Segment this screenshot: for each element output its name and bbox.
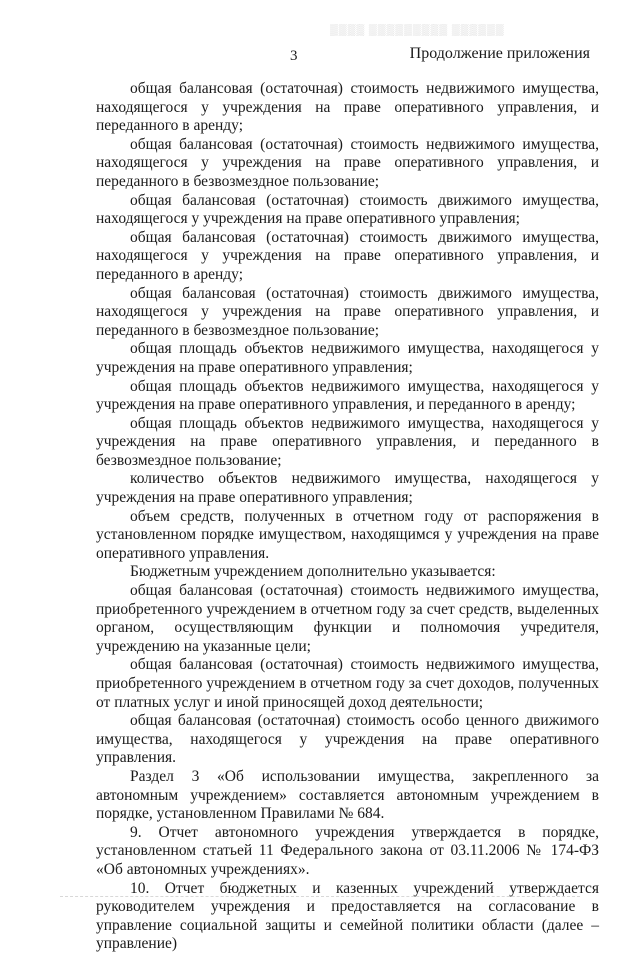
page-number: 3 <box>290 48 298 64</box>
paragraph: общая балансовая (остаточная) стоимость движимого имущества, находящегося у учреждения на праве оперативного управления; <box>96 191 599 228</box>
paragraph: Бюджетным учреждением дополнительно указывается: <box>130 563 496 581</box>
paragraph: общая балансовая (остаточная) стоимость недвижимого имущества, приобретенного учреждением в отчетном году за счет доходов, полученных от платных услуг и иной приносящей доход деятельности; <box>96 656 599 711</box>
paragraph: общая площадь объектов недвижимого имущества, находящегося у учреждения на праве оперативного управления, и переданного в безвозмездное пользование; <box>96 414 599 469</box>
faded-stamp: ▒▒▒▒ ▒▒▒▒▒▒▒▒▒ ▒▒▒▒▒▒ <box>330 24 505 36</box>
continuation-label: Продолжение приложения <box>409 45 590 62</box>
paragraph: количество объектов недвижимого имущества, находящегося у учреждения на праве оперативного управления; <box>96 470 599 507</box>
paragraph: общая балансовая (остаточная) стоимость движимого имущества, находящегося у учреждения на праве оперативного управления, и переданного в аренду; <box>96 228 599 283</box>
paragraph: общая балансовая (остаточная) стоимость недвижимого имущества, находящегося у учреждения на праве оперативного управления, и переданного в аренду; <box>96 80 599 135</box>
paragraph: общая балансовая (остаточная) стоимость особо ценного движимого имущества, находящегося у учреждения на праве оперативного управления. <box>96 712 599 767</box>
paragraph: общая балансовая (остаточная) стоимость недвижимого имущества, приобретенного учреждением в отчетном году за счет средств, выделенных органом, осуществляющим функции и полномочия учредителя, учреждению на указанные цели; <box>96 582 599 655</box>
paragraph: общая площадь объектов недвижимого имущества, находящегося у учреждения на праве оперативного управления, и переданного в аренду; <box>96 377 599 414</box>
paragraph: объем средств, полученных в отчетном году от распоряжения в установленном порядке имуществом, находящимся у учреждения на праве оперативного управления. <box>96 507 599 562</box>
paragraph: общая площадь объектов недвижимого имущества, находящегося у учреждения на праве оперативного управления; <box>96 340 599 376</box>
scan-edge <box>60 895 580 897</box>
paragraph: 9. Отчет автономного учреждения утверждается в порядке, установленном статьей 11 Федерального закона от 03.11.2006 № 174-ФЗ «Об автономных учреждениях». <box>96 823 599 878</box>
paragraph: общая балансовая (остаточная) стоимость недвижимого имущества, находящегося у учреждения на праве оперативного управления, и переданного в безвозмездное пользование; <box>96 135 599 190</box>
paragraph: 10. Отчет бюджетных и казенных учреждений утверждается руководителем учреждения и предоставляется на согласование в управление социальной защиты и семейной политики области (далее – управление) <box>96 879 599 953</box>
paragraph: общая балансовая (остаточная) стоимость движимого имущества, находящегося у учреждения на праве оперативного управления, и переданного в безвозмездное пользование; <box>96 284 599 339</box>
paragraph: Раздел 3 «Об использовании имущества, закрепленного за автономным учреждением» составляется автономным учреждением в порядке, установленном Правилами № 684. <box>96 767 599 823</box>
document-body <box>96 80 599 954</box>
